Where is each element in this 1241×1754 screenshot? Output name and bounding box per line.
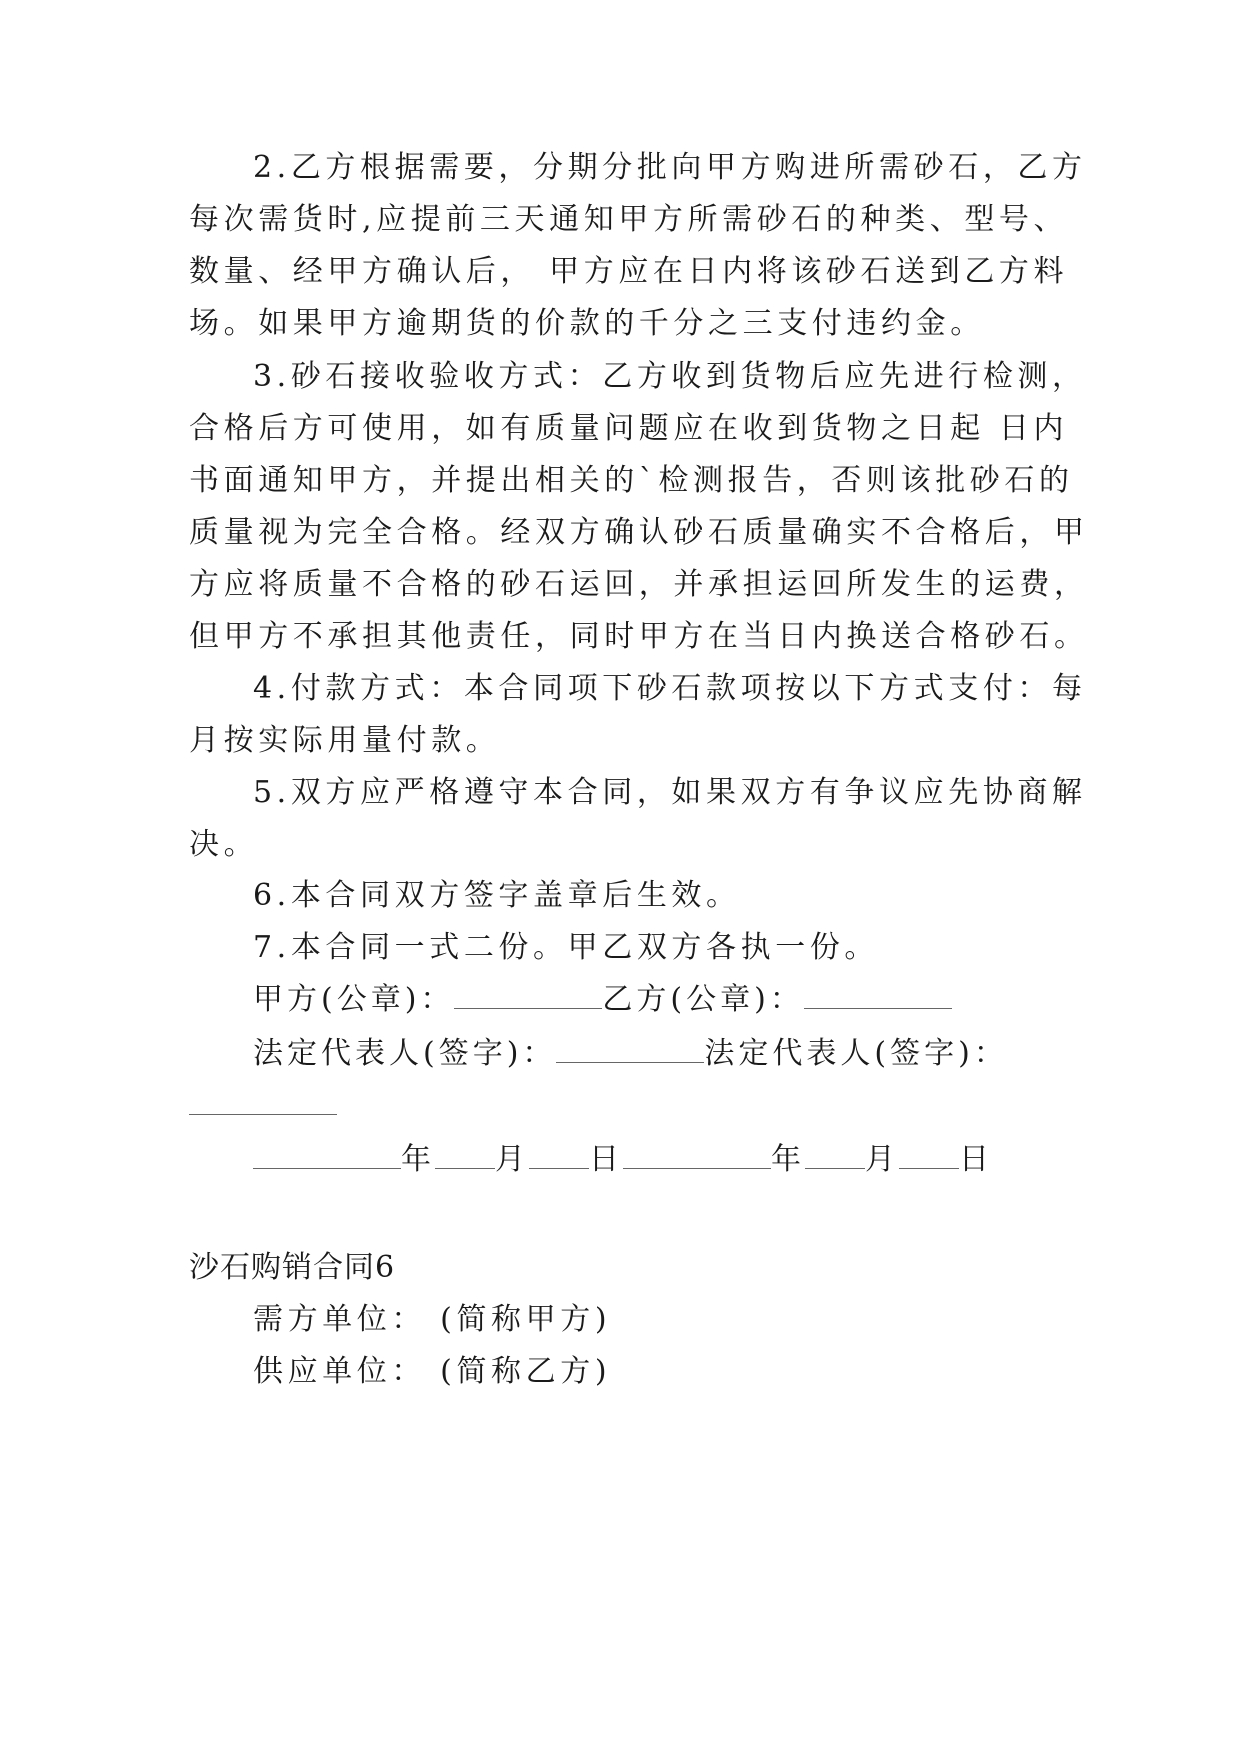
party-a-month-label: 月 — [495, 1142, 529, 1177]
party-b-seal-blank — [804, 978, 952, 1009]
party-a-year-label: 年 — [401, 1142, 435, 1177]
party-b-year-blank — [623, 1138, 771, 1169]
buyer-unit: 需方单位： (简称甲方) — [253, 1302, 612, 1337]
party-a-rep-label: 法定代表人(签字)： — [253, 1036, 557, 1071]
party-a-seal-blank — [454, 978, 602, 1009]
clause-3-line-1: 3.砂石接收验收方式：乙方收到货物后应先进行检测， — [253, 359, 1087, 394]
clause-4-line-2: 月按实际用量付款。 — [189, 723, 501, 758]
seal-signature-line — [0, 970, 1241, 1030]
clause-6: 6.本合同双方签字盖章后生效。 — [253, 878, 741, 913]
clause-3-line-2: 合格后方可使用，如有质量问题应在收到货物之日起 日内 — [189, 411, 1069, 446]
party-a-day-blank — [529, 1138, 589, 1169]
date-line — [0, 1130, 1241, 1190]
clause-2-line-1: 2.乙方根据需要，分期分批向甲方购进所需砂石，乙方 — [253, 150, 1087, 185]
party-b-rep-blank — [189, 1084, 337, 1115]
clause-5-line-2: 决。 — [189, 827, 259, 862]
party-a-month-blank — [435, 1138, 495, 1169]
supplier-unit: 供应单位： (简称乙方) — [253, 1354, 612, 1389]
party-b-month-blank — [805, 1138, 865, 1169]
party-b-rep-label: 法定代表人(签字)： — [704, 1036, 1008, 1071]
party-b-day-label: 日 — [959, 1142, 993, 1177]
party-a-day-label: 日 — [589, 1142, 623, 1177]
party-a-rep-blank — [556, 1032, 704, 1063]
clause-7: 7.本合同一式二份。甲乙双方各执一份。 — [253, 930, 880, 965]
party-a-year-blank — [253, 1138, 401, 1169]
party-b-year-label: 年 — [771, 1142, 805, 1177]
clause-3-line-6: 但甲方不承担其他责任，同时甲方在当日内换送合格砂石。 — [189, 619, 1089, 654]
clause-3-line-4: 质量视为完全合格。经双方确认砂石质量确实不合格后，甲 — [189, 515, 1089, 550]
clause-5-line-1: 5.双方应严格遵守本合同，如果双方有争议应先协商解 — [253, 775, 1087, 810]
clause-4-line-1: 4.付款方式：本合同项下砂石款项按以下方式支付：每 — [253, 671, 1087, 706]
clause-2-line-4: 场。如果甲方逾期货的价款的千分之三支付违约金。 — [189, 306, 985, 341]
party-b-month-label: 月 — [865, 1142, 899, 1177]
party-a-seal-label: 甲方(公章)： — [253, 982, 455, 1017]
clause-3-line-3: 书面通知甲方，并提出相关的`检测报告，否则该批砂石的 — [189, 463, 1074, 498]
party-b-seal-label: 乙方(公章)： — [602, 982, 804, 1017]
representative-signature-line — [0, 1024, 1241, 1084]
clause-2-line-2: 每次需货时,应提前三天通知甲方所需砂石的种类、型号、 — [189, 202, 1069, 237]
party-b-rep-blank-line — [0, 1076, 1241, 1136]
clause-3-line-5: 方应将质量不合格的砂石运回，并承担运回所发生的运费， — [189, 567, 1089, 602]
clause-2-line-3: 数量、经甲方确认后， 甲方应在日内将该砂石送到乙方料 — [189, 254, 1069, 289]
party-b-day-blank — [899, 1138, 959, 1169]
contract-title: 沙石购销合同6 — [189, 1250, 396, 1285]
